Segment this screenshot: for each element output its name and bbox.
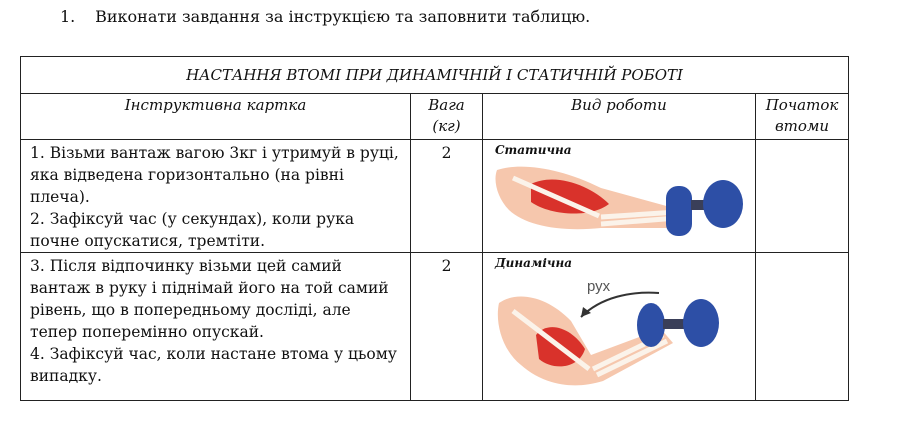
instruction-line: 3. Після відпочинку візьми цей самий xyxy=(30,257,342,275)
header-fatigue xyxy=(756,94,849,140)
dumbbell-weight xyxy=(637,303,665,347)
task-heading xyxy=(60,7,590,26)
instruction-line: 1. Візьми вантаж вагою 3кг і утримуй в руці, xyxy=(30,144,399,162)
table-row xyxy=(21,140,849,253)
dumbbell-weight xyxy=(703,180,743,228)
kind-cell xyxy=(483,253,756,401)
table-row xyxy=(21,253,849,401)
header-weight-line1: Вага xyxy=(428,96,465,114)
instruction-line: плеча). xyxy=(30,188,90,206)
instruction-line: 4. Зафіксуй час, коли настане втома у цьому xyxy=(30,345,397,363)
fatigue-cell[interactable] xyxy=(756,253,849,401)
dumbbell-weight xyxy=(683,299,719,347)
header-fatigue-line1: Початок xyxy=(765,96,839,114)
instruction-cell xyxy=(21,140,411,253)
instruction-line: 2. Зафіксуй час (у секундах), коли рука xyxy=(30,210,355,228)
static-arm-illustration xyxy=(491,162,751,248)
weight-cell: 2 xyxy=(411,253,483,401)
weight-cell: 2 xyxy=(411,140,483,253)
task-text: Виконати завдання за інструкцією та заповнити таблицю. xyxy=(95,7,591,26)
motion-label: рух xyxy=(587,278,611,295)
instruction-line: вантаж в руку і піднімай його на той самий xyxy=(30,279,389,297)
instruction-line: рівень, що в попередньому досліді, але xyxy=(30,301,351,319)
header-kind: Вид роботи xyxy=(483,94,756,140)
table-title: НАСТАННЯ ВТОМІ ПРИ ДИНАМІЧНІЙ І СТАТИЧНІЙ РОБОТІ xyxy=(21,57,849,94)
kind-cell xyxy=(483,140,756,253)
instruction-line: випадку. xyxy=(30,367,102,385)
header-weight-line2: (кг) xyxy=(432,117,461,135)
kind-label: Динамічна xyxy=(495,256,572,270)
header-fatigue-line2: втоми xyxy=(774,117,830,135)
header-weight xyxy=(411,94,483,140)
header-card: Інструктивна картка xyxy=(21,94,411,140)
dumbbell-weight xyxy=(666,186,692,236)
instruction-line: тепер поперемінно опускай. xyxy=(30,323,264,341)
fatigue-table xyxy=(20,56,849,401)
fatigue-cell[interactable] xyxy=(756,140,849,253)
kind-label: Статична xyxy=(495,143,572,157)
instruction-line: почне опускатися, тремтіти. xyxy=(30,232,266,250)
dynamic-arm-illustration xyxy=(491,273,751,403)
instruction-line: яка відведена горизонтально (на рівні xyxy=(30,166,344,184)
instruction-cell xyxy=(21,253,411,401)
task-number: 1. xyxy=(60,7,76,26)
